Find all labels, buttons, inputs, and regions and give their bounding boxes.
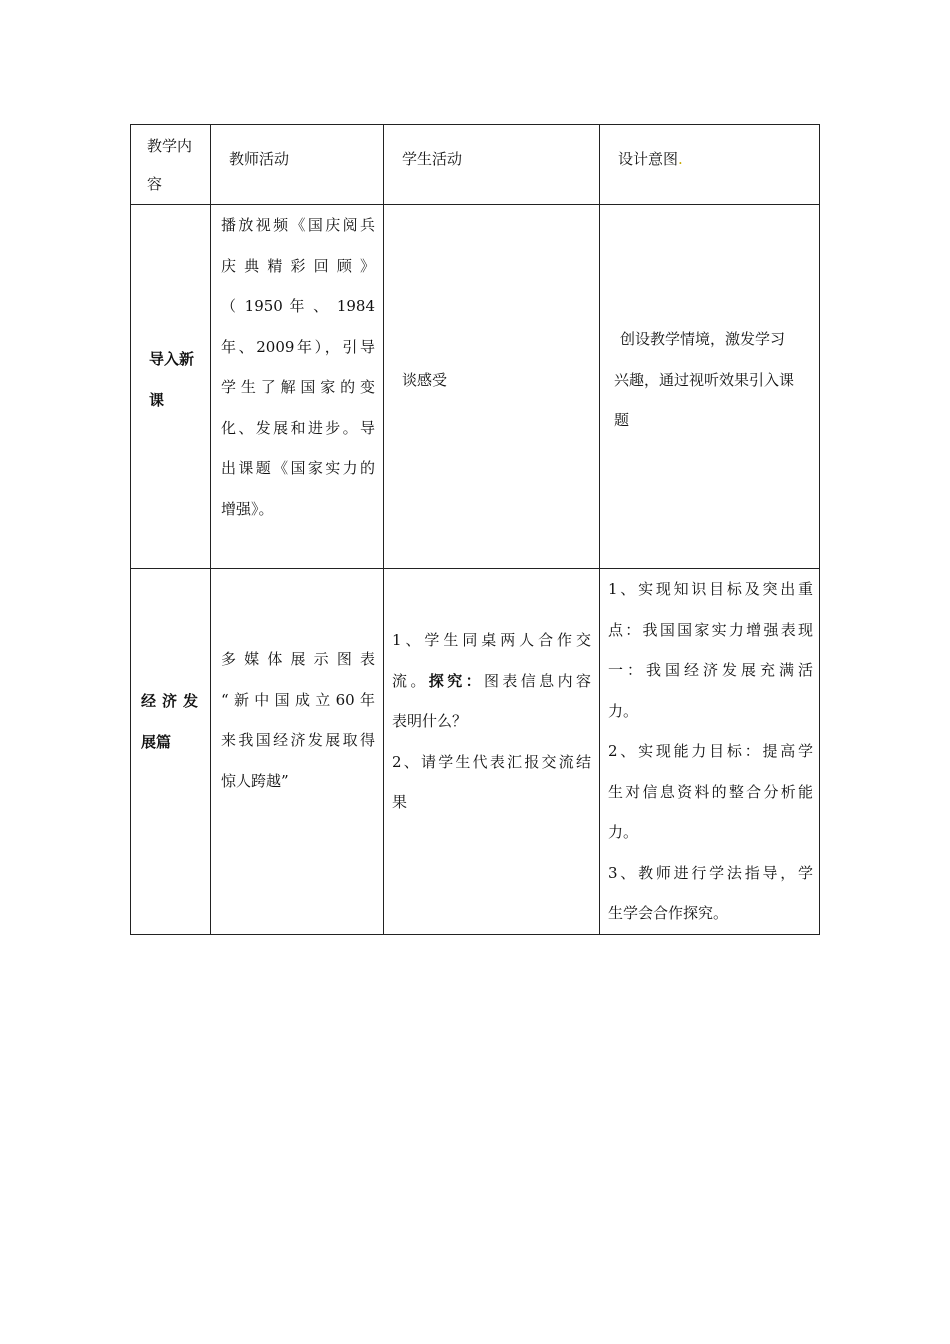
teacher-activity-line: 学生了解国家的变 (221, 378, 375, 396)
design-intent-line: 1、实现知识目标及突出重 (608, 580, 813, 598)
row-label-line2: 展篇 (141, 732, 172, 751)
design-intent-line: 生学会合作探究。 (608, 904, 729, 922)
design-intent-line: 一：我国经济发展充满活 (608, 661, 813, 679)
header-design-label: 设计意图 (618, 150, 679, 168)
teacher-activity-line: 来我国经济发展取得 (221, 731, 375, 749)
student-activity-line: 果 (392, 793, 408, 811)
header-cell-student (384, 125, 600, 205)
table-row-intro (131, 205, 820, 569)
row-label-line1: 导入新 (149, 350, 195, 368)
student-activity-cell (384, 205, 600, 569)
header-cell-design (600, 125, 820, 205)
teacher-activity-line: 增强》。 (221, 499, 274, 518)
header-design-dot: . (678, 150, 683, 168)
row-label-cell (131, 205, 211, 569)
teacher-activity-line: 年、2009年），引导 (221, 337, 375, 356)
student-activity-line: 表明什么？ (392, 712, 468, 730)
teacher-activity-line: “新中国成立60年 (221, 690, 375, 709)
header-content-line2: 容 (147, 175, 163, 193)
student-activity-line (392, 661, 591, 702)
student-activity-line: 2、请学生代表汇报交流结 (392, 752, 591, 771)
design-intent-line: 点：我国国家实力增强表现 (608, 620, 813, 639)
row-label-line2: 课 (149, 390, 165, 409)
teacher-activity-line: 出课题《国家实力的 (221, 459, 375, 477)
explore-label: 探究： (428, 671, 484, 690)
student-activity-cell (384, 569, 600, 935)
design-intent-line: 3、教师进行学法指导，学 (608, 863, 813, 882)
teacher-activity-line: 庆 典 精 彩 回 顾 》 (221, 256, 375, 275)
teacher-activity-line: 多 媒 体 展 示 图 表 (221, 650, 375, 668)
design-intent-line: 力。 (608, 701, 639, 720)
design-intent-cell (600, 569, 820, 935)
student-activity-fragment: 图表信息内容 (483, 671, 591, 690)
header-cell-teacher (211, 125, 384, 205)
design-intent-line: 2、实现能力目标：提高学 (608, 742, 813, 760)
design-intent-line: 题 (614, 411, 630, 429)
teacher-activity-line: 化、发展和进步。导 (221, 418, 375, 437)
teacher-activity-cell (211, 569, 384, 935)
header-content-line1: 教学内 (147, 137, 193, 155)
teacher-activity-cell (211, 205, 384, 569)
design-intent-line: 力。 (608, 823, 639, 841)
header-cell-content (131, 125, 211, 205)
row-label-line1: 经济发 (141, 692, 205, 710)
design-intent-line: 兴趣，通过视听效果引入课 (614, 370, 795, 389)
row-label-cell (131, 569, 211, 935)
design-intent-line: 生对信息资料的整合分析能 (608, 782, 813, 801)
student-activity-text: 谈感受 (402, 371, 448, 389)
teacher-activity-line: 播放视频《国庆阅兵 (221, 216, 375, 234)
student-activity-fragment: 流。 (392, 671, 429, 690)
table-header-row (131, 125, 820, 205)
design-intent-line: 创设教学情境，激发学习 (620, 330, 786, 348)
teacher-activity-line: 惊人跨越” (221, 771, 289, 790)
student-activity-line: 1、学生同桌两人合作交 (392, 631, 591, 649)
header-teacher-label: 教师活动 (229, 150, 290, 168)
teacher-activity-line: （ 1950 年 、 1984 (221, 297, 375, 315)
lesson-plan-table (130, 124, 820, 935)
table-row-economy (131, 569, 820, 935)
design-intent-cell (600, 205, 820, 569)
header-student-label: 学生活动 (402, 150, 463, 168)
